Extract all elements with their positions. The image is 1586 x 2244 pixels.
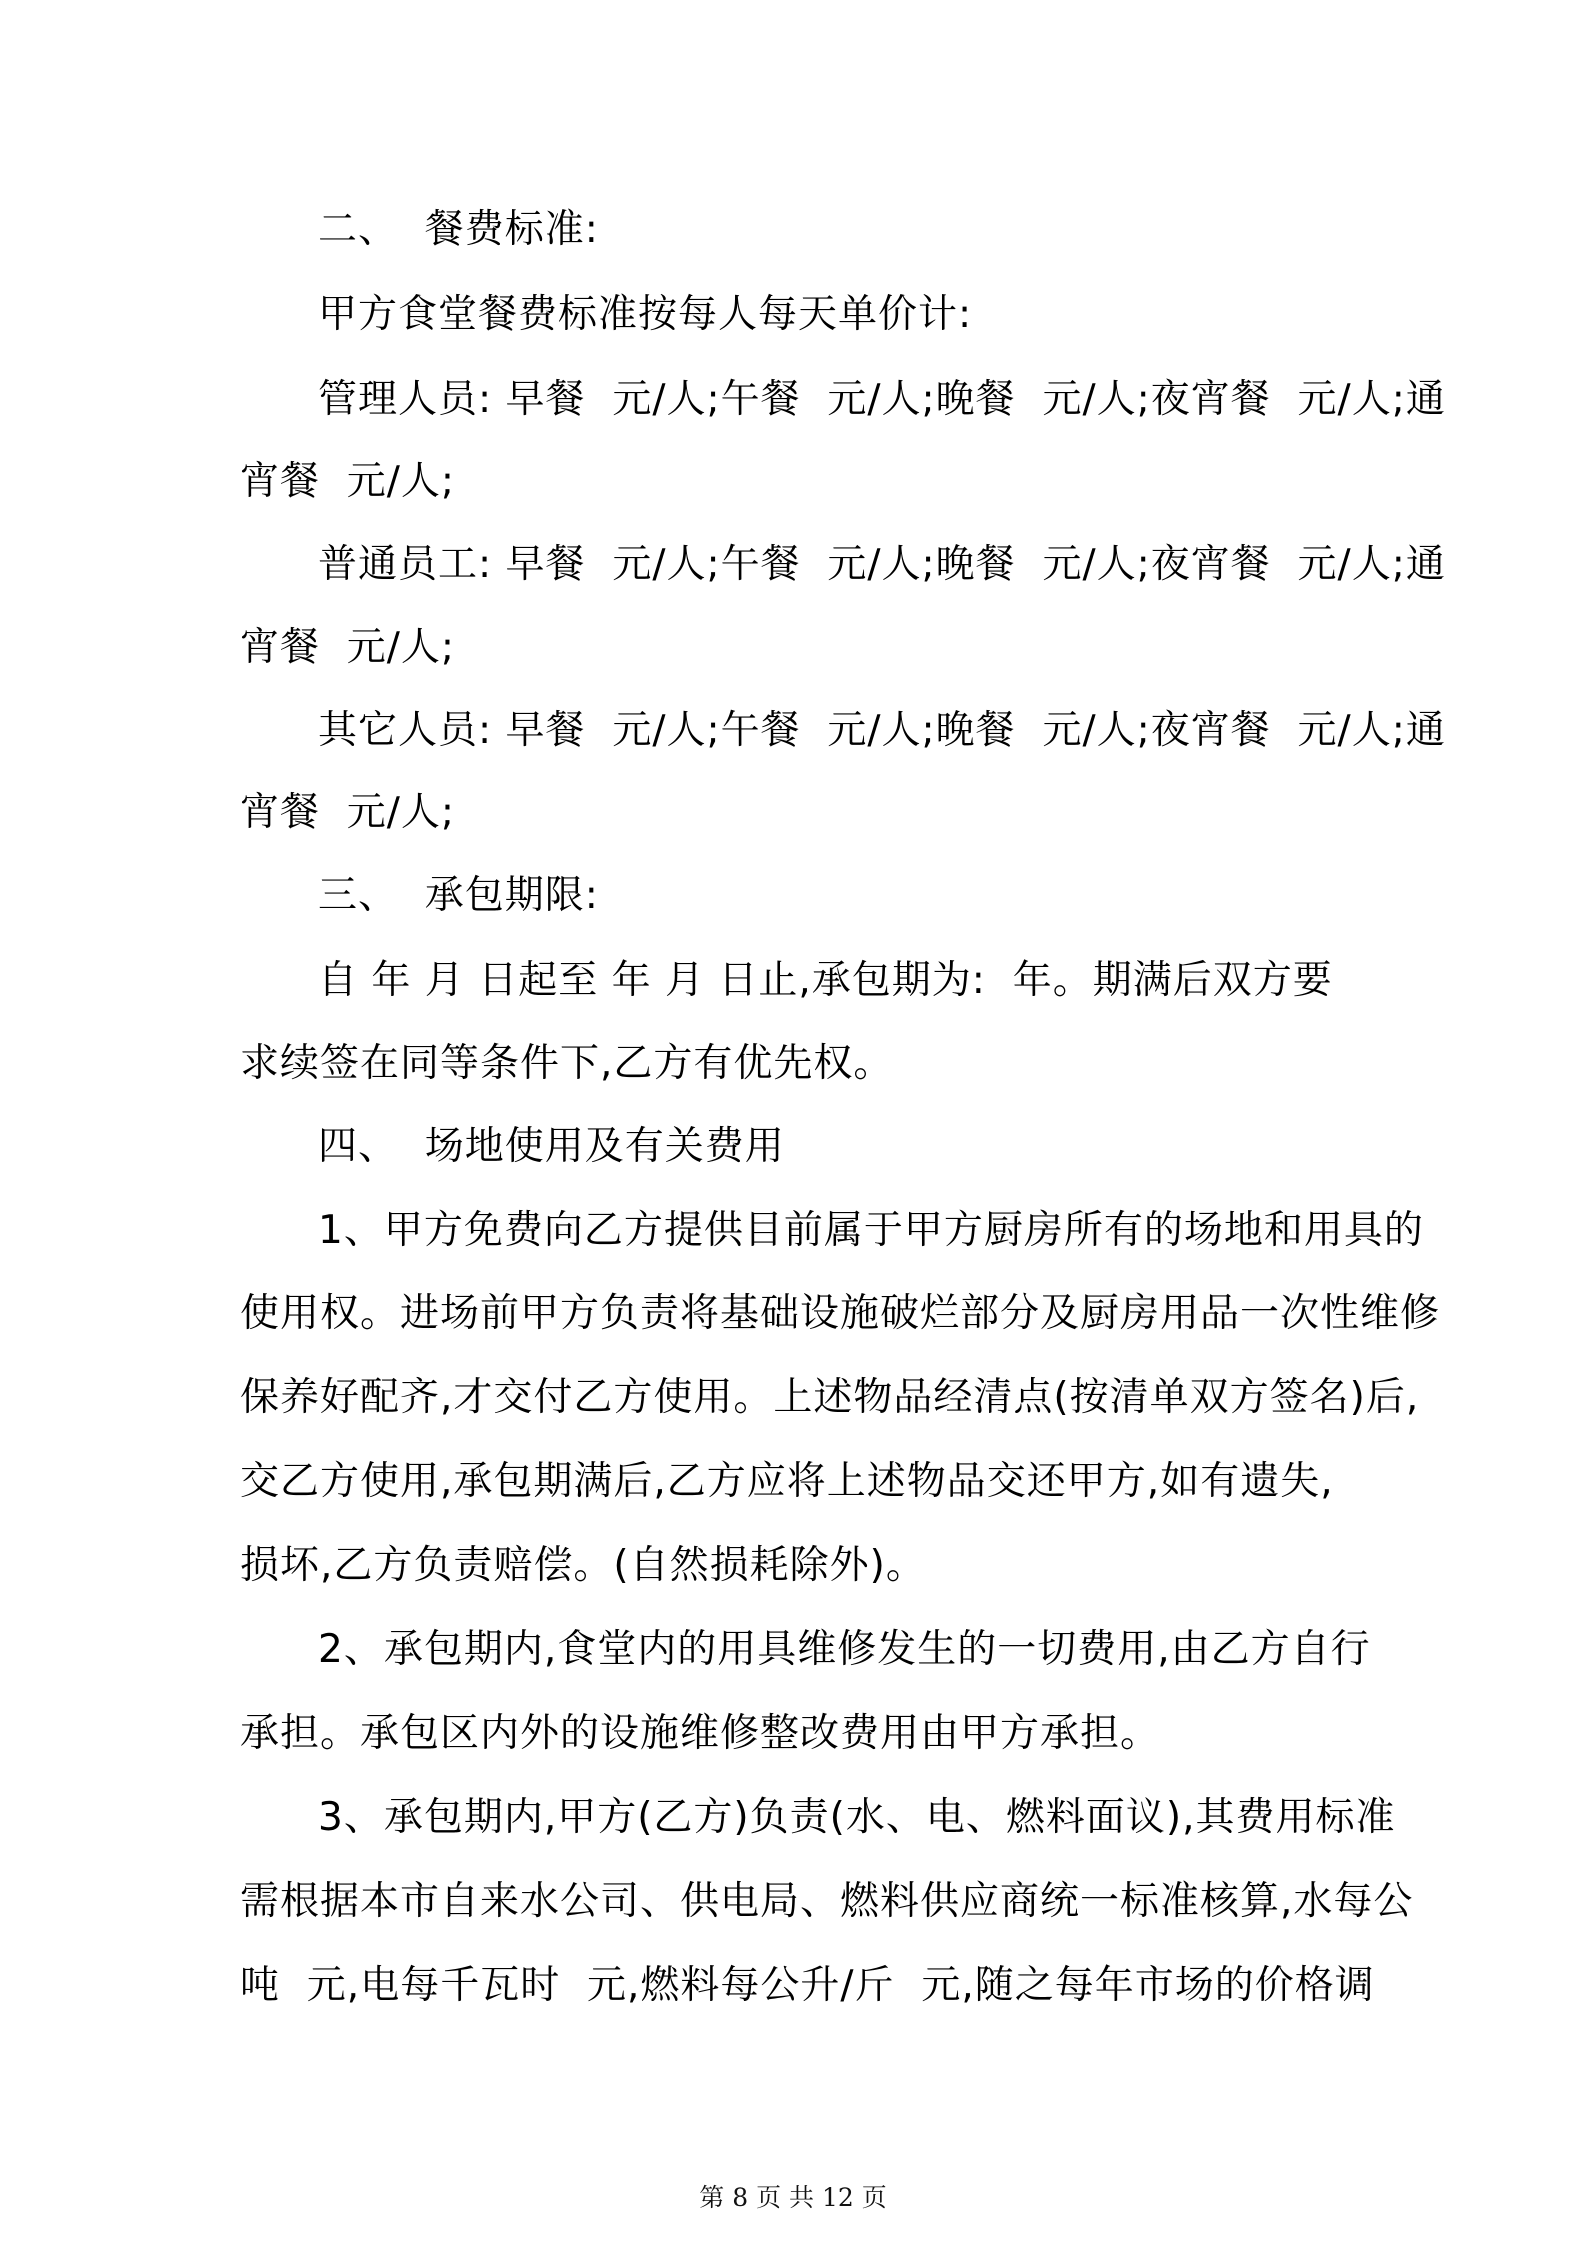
paragraph-line: 求续签在同等条件下,乙方有优先权。 <box>240 1041 894 1086</box>
paragraph-line: 宵餐 元/人; <box>240 790 456 835</box>
paragraph-line: 宵餐 元/人; <box>240 625 456 670</box>
paragraph-line: 需根据本市自来水公司、供电局、燃料供应商统一标准核算,水每公 <box>240 1879 1414 1924</box>
paragraph-line: 吨 元,电每千瓦时 元,燃料每公升/斤 元,随之每年市场的价格调 <box>240 1963 1375 2008</box>
paragraph-line: 保养好配齐,才交付乙方使用。上述物品经清点(按清单双方签名)后, <box>240 1375 1420 1420</box>
paragraph-line: 甲方食堂餐费标准按每人每天单价计: <box>318 292 973 337</box>
paragraph-line: 其它人员: 早餐 元/人;午餐 元/人;晚餐 元/人;夜宵餐 元/人;通 <box>318 708 1446 753</box>
page-number-footer: 第 8 页 共 12 页 <box>699 2183 887 2212</box>
paragraph-line: 管理人员: 早餐 元/人;午餐 元/人;晚餐 元/人;夜宵餐 元/人;通 <box>318 377 1446 422</box>
paragraph-line: 使用权。进场前甲方负责将基础设施破烂部分及厨房用品一次性维修 <box>240 1291 1441 1336</box>
paragraph-line: 自 年 月 日起至 年 月 日止,承包期为: 年。期满后双方要 <box>318 958 1333 1003</box>
paragraph-line: 2、承包期内,食堂内的用具维修发生的一切费用,由乙方自行 <box>318 1627 1371 1672</box>
section-heading-meal-standard: 二、 餐费标准: <box>318 207 599 252</box>
paragraph-line: 1、甲方免费向乙方提供目前属于甲方厨房所有的场地和用具的 <box>318 1208 1424 1253</box>
paragraph-line: 交乙方使用,承包期满后,乙方应将上述物品交还甲方,如有遗失, <box>240 1459 1334 1504</box>
section-heading-contract-term: 三、 承包期限: <box>318 873 599 918</box>
section-heading-venue-fees: 四、 场地使用及有关费用 <box>318 1124 785 1169</box>
paragraph-line: 3、承包期内,甲方(乙方)负责(水、电、燃料面议),其费用标准 <box>318 1795 1396 1840</box>
paragraph-line: 普通员工: 早餐 元/人;午餐 元/人;晚餐 元/人;夜宵餐 元/人;通 <box>318 542 1446 587</box>
paragraph-line: 承担。承包区内外的设施维修整改费用由甲方承担。 <box>240 1711 1161 1756</box>
paragraph-line: 损坏,乙方负责赔偿。(自然损耗除外)。 <box>240 1543 926 1588</box>
paragraph-line: 宵餐 元/人; <box>240 459 456 504</box>
